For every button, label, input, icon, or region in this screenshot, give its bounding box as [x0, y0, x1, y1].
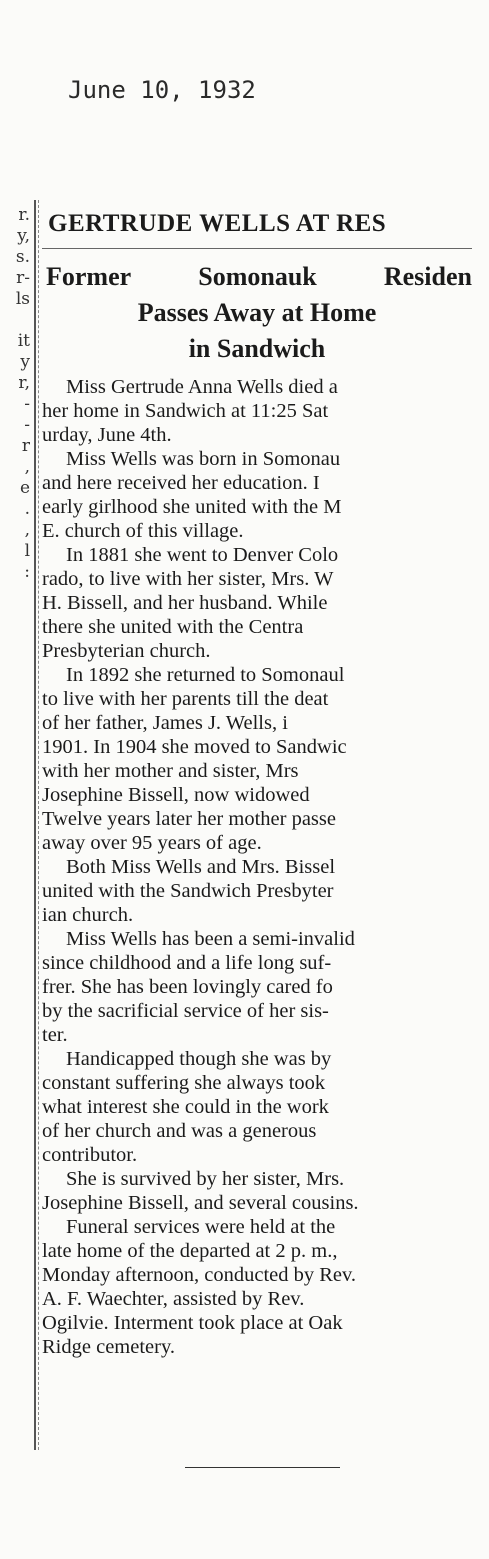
headline-divider: [42, 248, 472, 249]
text-line: In 1881 she went to Denver Colo: [66, 544, 339, 566]
text-line: there she united with the Centra: [42, 616, 304, 638]
subhead-line-1: [42, 259, 472, 295]
text-line: She is survived by her sister, Mrs.: [66, 1168, 345, 1190]
text-line: Josephine Bissell, now widowed: [42, 784, 310, 806]
text-line: and here received her education. I: [42, 472, 320, 494]
subhead-word-2: Somonauk: [198, 262, 317, 291]
paragraph: [42, 927, 472, 1047]
text-line: Miss Wells was born in Somonau: [66, 448, 341, 470]
paragraph: [42, 447, 472, 543]
text-line: Ogilvie. Interment took place at Oak: [42, 1312, 343, 1334]
fragment-line: y,: [17, 226, 30, 246]
clipping-date: June 10, 1932: [68, 76, 256, 104]
article-column: [42, 208, 472, 1359]
article-body: [42, 375, 472, 1359]
end-rule: [185, 1467, 340, 1468]
text-line: to live with her parents till the deat: [42, 688, 329, 710]
text-line: Presbyterian church.: [42, 640, 211, 662]
text-line: Miss Gertrude Anna Wells died a: [66, 376, 338, 398]
text-line: of her father, James J. Wells, i: [42, 712, 288, 734]
text-line: with her mother and sister, Mrs: [42, 760, 299, 782]
fragment-line: r-: [16, 268, 30, 288]
adjacent-column-fragments: [0, 205, 30, 604]
text-line: contributor.: [42, 1144, 138, 1166]
text-line: early girlhood she united with the M: [42, 496, 342, 518]
text-line: away over 95 years of age.: [42, 832, 262, 854]
paragraph: [42, 1167, 472, 1215]
text-line: of her church and was a generous: [42, 1120, 317, 1142]
text-line: Handicapped though she was by: [66, 1048, 332, 1070]
paragraph: [42, 1047, 472, 1167]
fragment-line: l: [24, 541, 30, 561]
fragment-line: it: [17, 331, 30, 351]
text-line: Miss Wells has been a semi-invalid: [66, 928, 355, 950]
headline: GERTRUDE WELLS AT RES: [48, 210, 387, 237]
subheadline: [42, 259, 472, 367]
fragment-line: ls: [15, 289, 30, 309]
text-line: Both Miss Wells and Mrs. Bissel: [66, 856, 336, 878]
fragment-line: r: [21, 436, 30, 456]
text-line: Twelve years later her mother passe: [42, 808, 336, 830]
column-rule-dashed: [38, 200, 39, 1450]
fragment-line: ,: [24, 457, 30, 477]
text-line: by the sacrificial service of her sis-: [42, 1000, 329, 1022]
column-rule: [34, 200, 36, 1450]
fragment-line: .: [24, 499, 30, 519]
text-line: 1901. In 1904 she moved to Sandwic: [42, 736, 347, 758]
text-line: A. F. Waechter, assisted by Rev.: [42, 1288, 305, 1310]
fragment-line: y: [20, 352, 30, 372]
text-line: her home in Sandwich at 11:25 Sat: [42, 400, 329, 422]
text-line: since childhood and a life long suf-: [42, 952, 332, 974]
fragment-line: -: [24, 394, 30, 414]
fragment-line: [0, 310, 30, 331]
text-line: Monday afternoon, conducted by Rev.: [42, 1264, 357, 1286]
text-line: constant suffering she always took: [42, 1072, 326, 1094]
fragment-line: :: [24, 562, 30, 582]
text-line: E. church of this village.: [42, 520, 244, 542]
subhead-line-2: Passes Away at Home: [137, 298, 377, 327]
text-line: united with the Sandwich Presbyter: [42, 880, 334, 902]
subhead-word-3: Residen: [383, 262, 472, 291]
paragraph: [42, 855, 472, 927]
paragraph: [42, 543, 472, 663]
text-line: ian church.: [42, 904, 134, 926]
text-line: frer. She has been lovingly cared fo: [42, 976, 333, 998]
paragraph: [42, 663, 472, 855]
fragment-line: [0, 583, 30, 604]
fragment-line: r.: [18, 205, 30, 225]
fragment-line: r,: [18, 373, 30, 393]
text-line: H. Bissell, and her husband. While: [42, 592, 328, 614]
fragment-line: ,: [24, 520, 30, 540]
subhead-word-1: Former: [46, 262, 132, 291]
text-line: In 1892 she returned to Somonaul: [66, 664, 345, 686]
text-line: late home of the departed at 2 p. m.,: [42, 1240, 338, 1262]
paragraph: [42, 375, 472, 447]
text-line: urday, June 4th.: [42, 424, 172, 446]
text-line: ter.: [42, 1024, 68, 1046]
fragment-line: e: [19, 478, 30, 498]
fragment-line: -: [24, 415, 30, 435]
subhead-line-3: in Sandwich: [188, 334, 326, 363]
fragment-line: s.: [15, 247, 30, 267]
paragraph: [42, 1215, 472, 1359]
text-line: what interest she could in the work: [42, 1096, 329, 1118]
text-line: Josephine Bissell, and several cousins.: [42, 1192, 359, 1214]
text-line: rado, to live with her sister, Mrs. W: [42, 568, 334, 590]
text-line: Funeral services were held at the: [66, 1216, 336, 1238]
text-line: Ridge cemetery.: [42, 1336, 175, 1358]
